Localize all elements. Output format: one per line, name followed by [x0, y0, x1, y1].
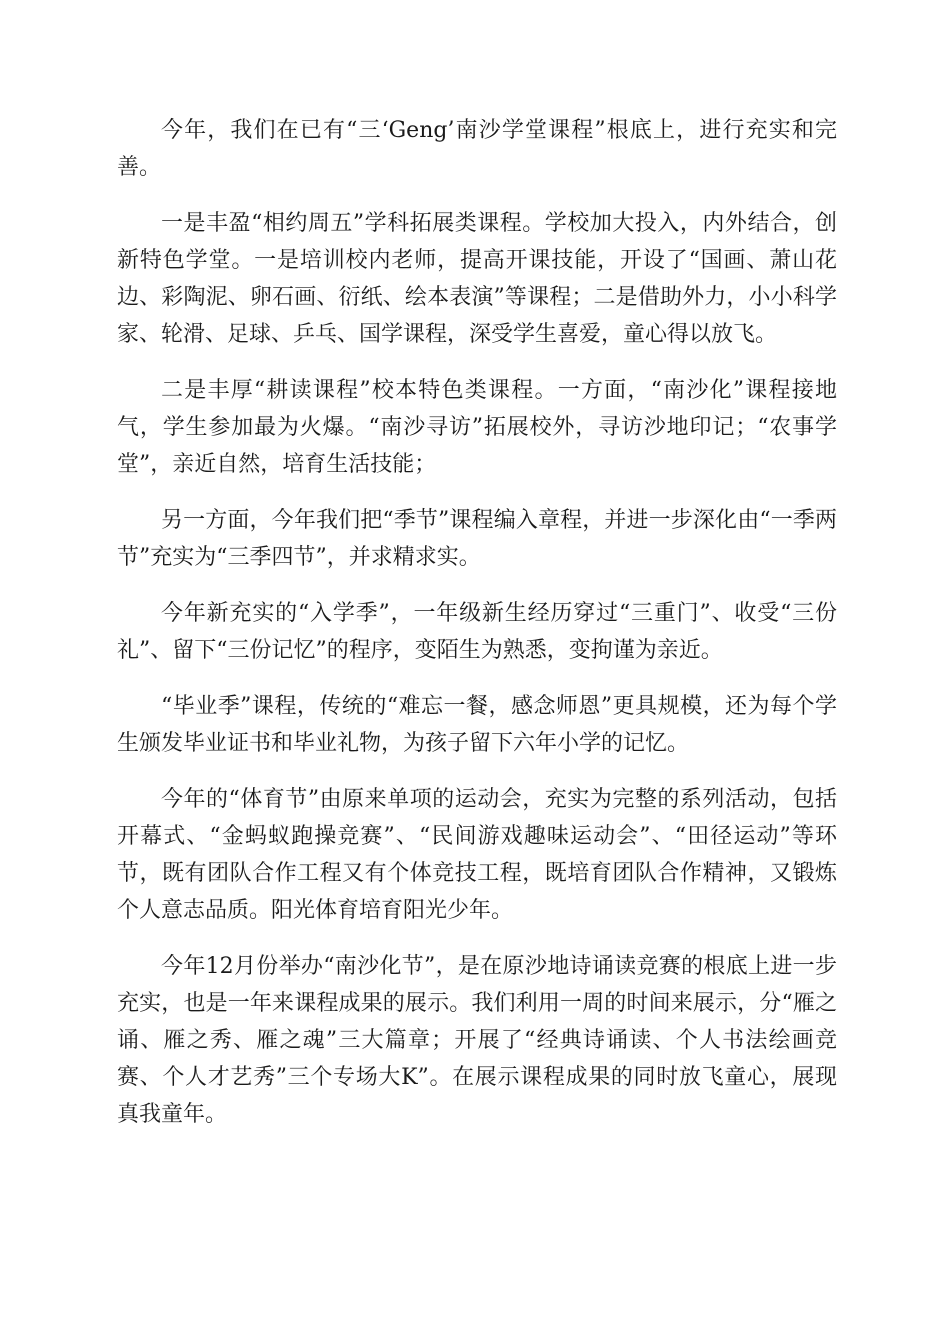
paragraph-nansha-festival: 今年12月份举办“南沙化节”，是在原沙地诗诵读竞赛的根底上进一步充实，也是一年来课程成果的展示。我们利用一周的时间来展示，分“雁之诵、雁之秀、雁之魂”三大篇章；开展了“经典诗诵读、个人书法绘画竞赛、个人才艺秀”三个专场大K”。在展示课程成果的同时放飞童心，展现真我童年。: [117, 954, 837, 1127]
paragraph-intro: 今年，我们在已有“三‘Geng’南沙学堂课程”根底上，进行充实和完善。: [117, 118, 837, 180]
document-body: [117, 112, 837, 1152]
paragraph-season-courses: 另一方面，今年我们把“季节”课程编入章程，并进一步深化由“一季两节”充实为“三季四节”，并求精求实。: [117, 508, 837, 570]
paragraph-enrollment-season: 今年新充实的“入学季”，一年级新生经历穿过“三重门”、收受“三份礼”、留下“三份记忆”的程序，变陌生为熟悉，变拘谨为亲近。: [117, 601, 837, 663]
paragraph-friday-courses: 一是丰盈“相约周五”学科拓展类课程。学校加大投入，内外结合，创新特色学堂。一是培训校内老师，提高开课技能，开设了“国画、萧山花边、彩陶泥、卵石画、衍纸、绘本表演”等课程；二是借助外力，小小科学家、轮滑、足球、乒乓、国学课程，深受学生喜爱，童心得以放飞。: [117, 211, 837, 347]
paragraph-sports-festival: 今年的“体育节”由原来单项的运动会，充实为完整的系列活动，包括开幕式、“金蚂蚁跑操竞赛”、“民间游戏趣味运动会”、“田径运动”等环节，既有团队合作工程又有个体竞技工程，既培育团队合作精神，又锻炼个人意志品质。阳光体育培育阳光少年。: [117, 787, 837, 923]
paragraph-farming-reading-courses: 二是丰厚“耕读课程”校本特色类课程。一方面，“南沙化”课程接地气，学生参加最为火爆。“南沙寻访”拓展校外，寻访沙地印记；“农事学堂”，亲近自然，培育生活技能；: [117, 378, 837, 477]
paragraph-graduation-season: “毕业季”课程，传统的“难忘一餐，感念师恩”更具规模，还为每个学生颁发毕业证书和毕业礼物，为孩子留下六年小学的记忆。: [117, 694, 837, 756]
